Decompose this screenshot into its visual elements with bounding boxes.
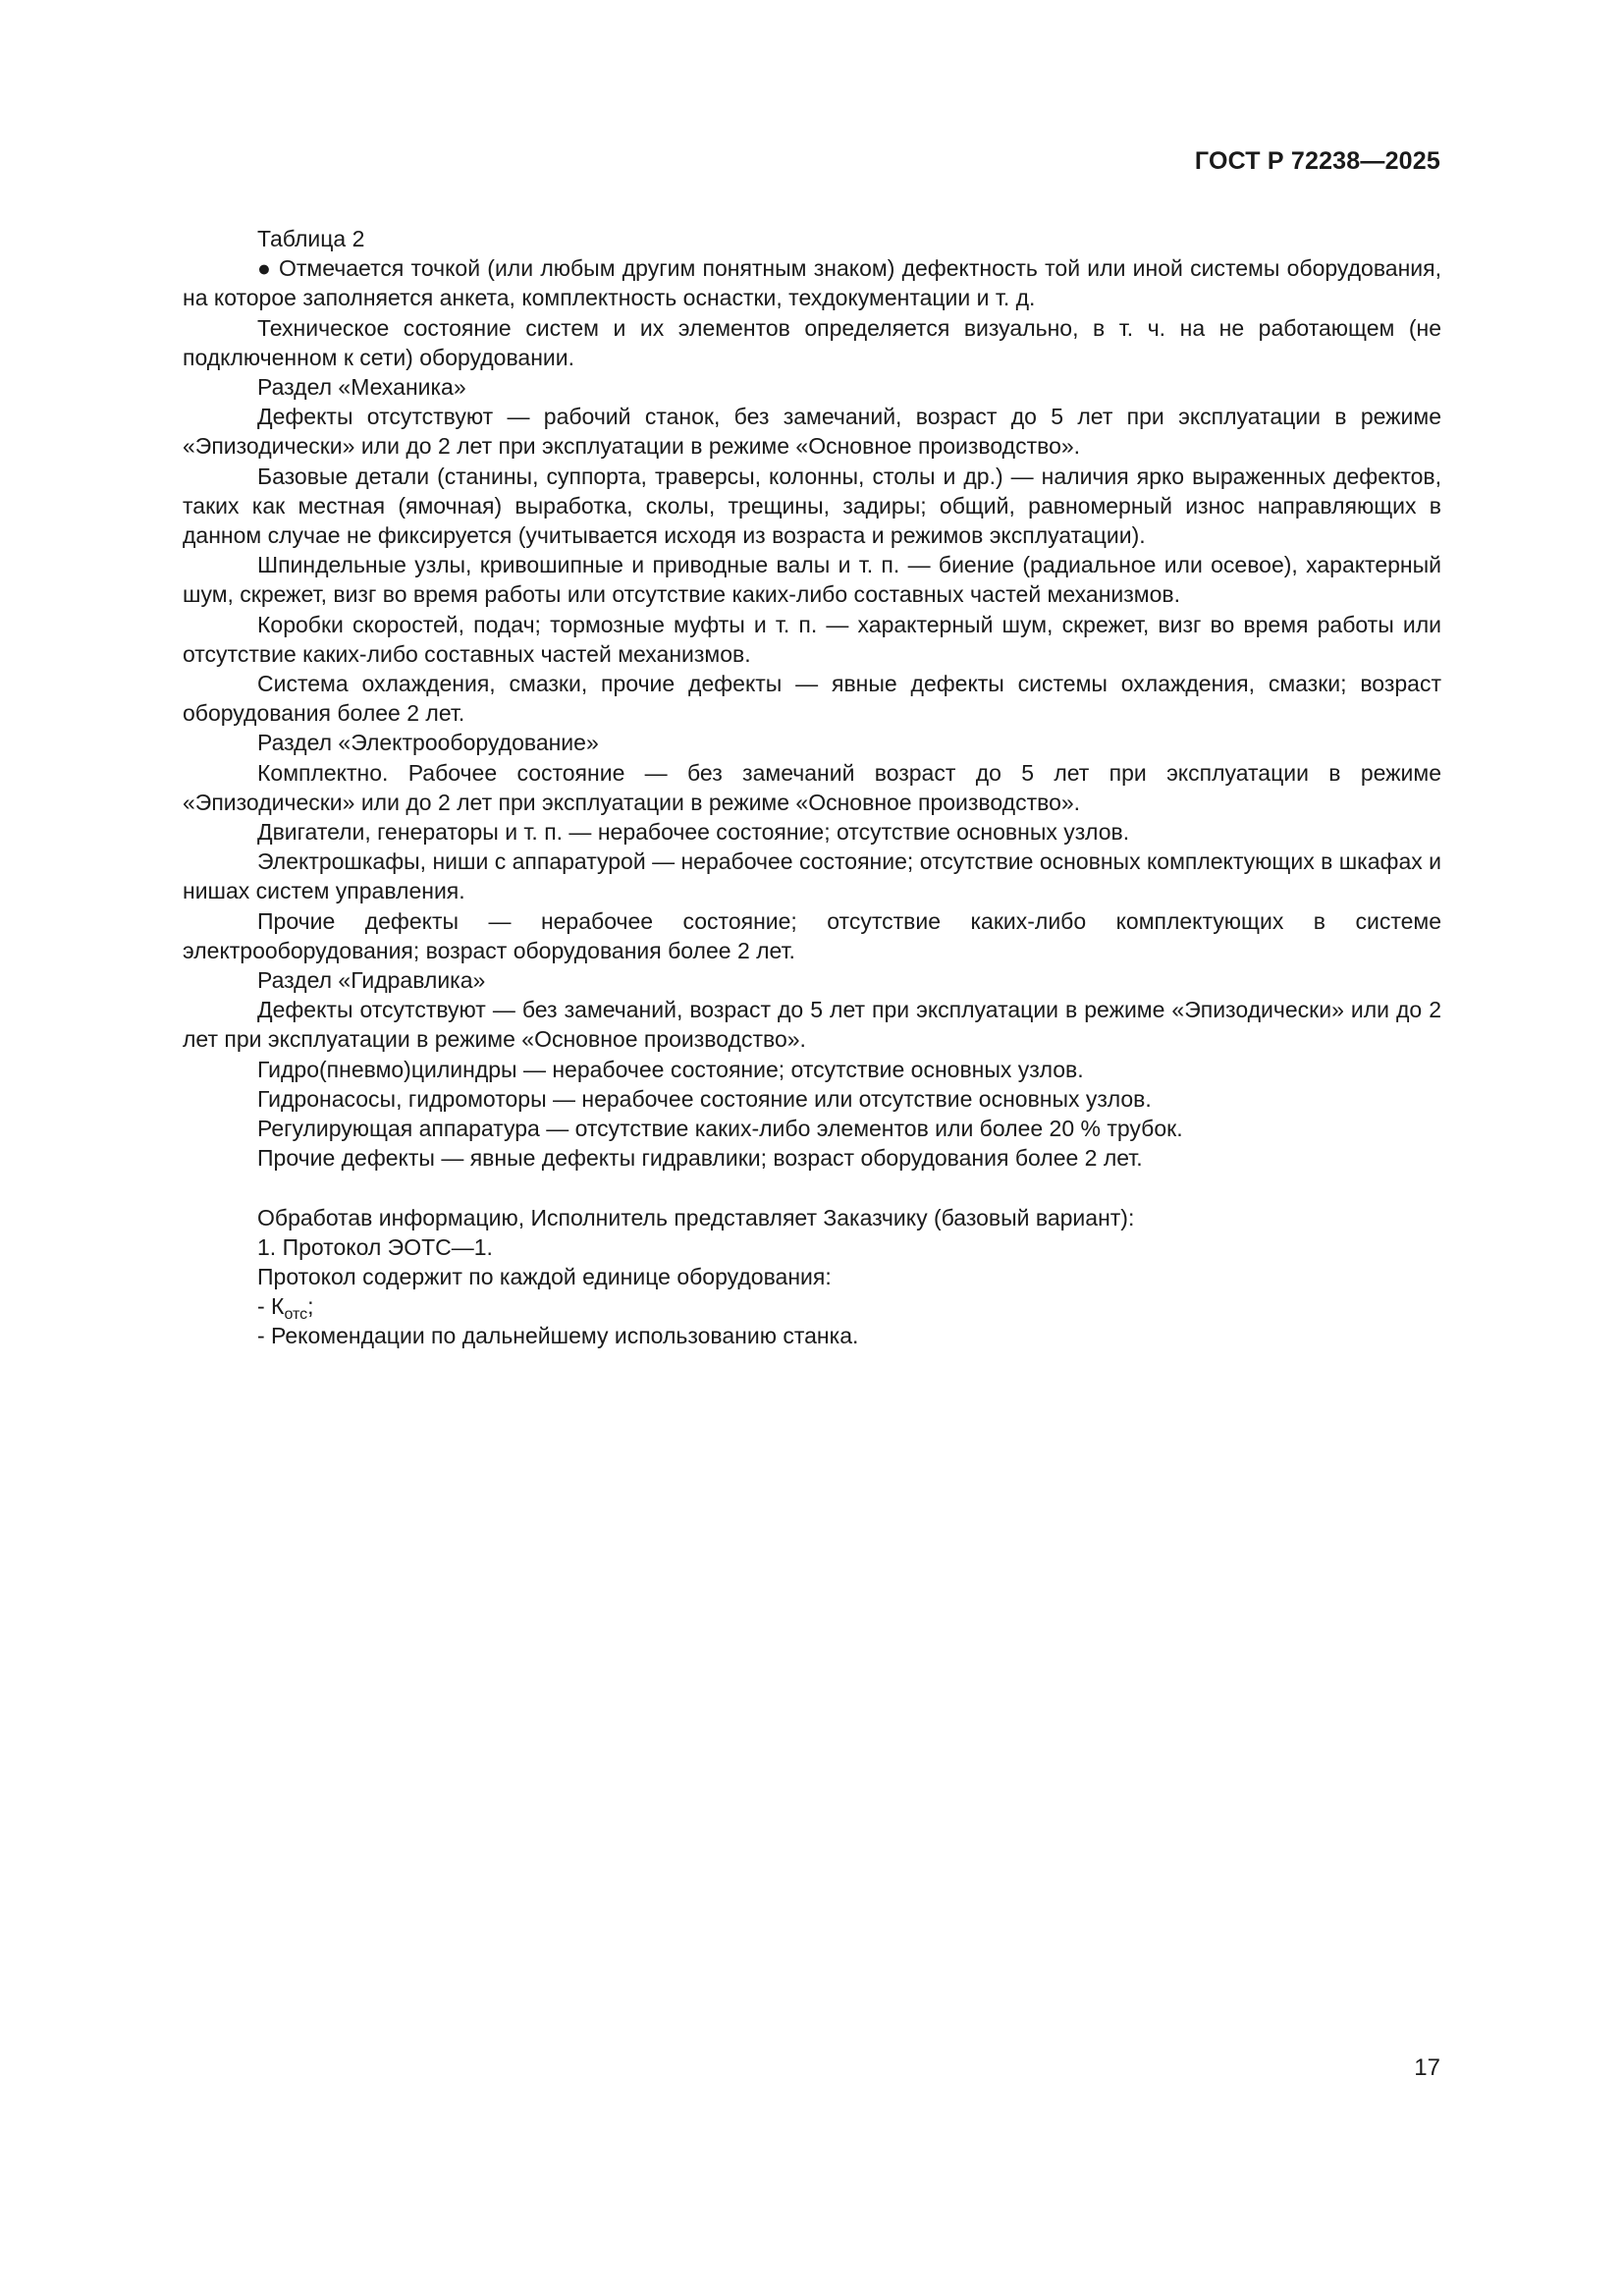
electrical-complete: Комплектно. Рабочее состояние — без замечаний возраст до 5 лет при эксплуатации в режиме «Эпизодически» или до 2 лет при эксплуатации в режиме «Основное производство». xyxy=(183,759,1441,815)
document-body xyxy=(183,224,1441,1351)
table-reference: Таблица 2 xyxy=(257,226,365,251)
hydraulics-no-defects: Дефекты отсутствуют — без замечаний, возраст до 5 лет при эксплуатации в режиме «Эпизодически» или до 2 лет при эксплуатации в режиме «Основное производство». xyxy=(183,997,1441,1053)
paragraph-marking: ● Отмечается точкой (или любым другим понятным знаком) дефектность той или иной системы оборудования, на которое заполняется анкета, комплектность оснастки, техдокументации и т. д. xyxy=(183,255,1441,311)
mechanics-cooling: Система охлаждения, смазки, прочие дефекты — явные дефекты системы охлаждения, смазки; возраст оборудования более 2 лет. xyxy=(183,671,1441,727)
electrical-cabinets: Электрошкафы, ниши с аппаратурой — нерабочее состояние; отсутствие основных комплектующих в шкафах и нишах систем управления. xyxy=(183,848,1441,904)
mechanics-base-parts: Базовые детали (станины, суппорта, траверсы, колонны, столы и др.) — наличия ярко выраженных дефектов, таких как местная (ямочная) выработка, сколы, трещины, задиры; общий, равномерный износ направляющих в данном случае не фиксируется (учитывается исходя из возраста и режимов эксплуатации). xyxy=(183,463,1441,549)
mechanics-no-defects: Дефекты отсутствуют — рабочий станок, без замечаний, возраст до 5 лет при эксплуатации в режиме «Эпизодически» или до 2 лет при эксплуатации в режиме «Основное производство». xyxy=(183,404,1441,460)
electrical-other: Прочие дефекты — нерабочее состояние; отсутствие каких-либо комплектующих в системе электрооборудования; возраст оборудования более 2 лет. xyxy=(183,907,1441,963)
coefficient-suffix: ; xyxy=(307,1293,314,1320)
mechanics-spindles: Шпиндельные узлы, кривошипные и приводные валы и т. п. — биение (радиальное или осевое), характерный шум, скрежет, визг во время работы или отсутствие каких-либо составных частей механизмов. xyxy=(183,552,1441,608)
electrical-motors: Двигатели, генераторы и т. п. — нерабочее состояние; отсутствие основных узлов. xyxy=(257,819,1130,846)
document-standard-header: ГОСТ Р 72238—2025 xyxy=(1194,147,1440,175)
result-intro: Обработав информацию, Исполнитель представляет Заказчику (базовый вариант): xyxy=(257,1204,1135,1230)
paragraph-technical-state: Техническое состояние систем и их элементов определяется визуально, в т. ч. на не работающем (не подключенном к сети) оборудовании. xyxy=(183,314,1441,370)
mechanics-gearboxes: Коробки скоростей, подач; тормозные муфты и т. п. — характерный шум, скрежет, визг во время работы или отсутствие каких-либо составных частей механизмов. xyxy=(183,611,1441,667)
result-recommendations-item: - Рекомендации по дальнейшему использованию станка. xyxy=(257,1323,859,1349)
page-number: 17 xyxy=(1414,2054,1440,2081)
section-title-mechanics: Раздел «Механика» xyxy=(257,374,466,401)
coefficient-subscript: отс xyxy=(284,1306,308,1324)
hydraulics-other: Прочие дефекты — явные дефекты гидравлики; возраст оборудования более 2 лет. xyxy=(257,1145,1143,1172)
result-coefficient-item xyxy=(183,1291,1441,1324)
coefficient-prefix: - К xyxy=(257,1293,285,1320)
hydraulics-pumps: Гидронасосы, гидромоторы — нерабочее состояние или отсутствие основных узлов. xyxy=(257,1085,1152,1112)
hydraulics-cylinders: Гидро(пневмо)цилиндры — нерабочее состояние; отсутствие основных узлов. xyxy=(257,1056,1084,1082)
result-protocol-contents: Протокол содержит по каждой единице оборудования: xyxy=(257,1263,832,1289)
section-title-electrical: Раздел «Электрооборудование» xyxy=(257,730,599,756)
spacer xyxy=(183,1174,1441,1203)
section-title-hydraulics: Раздел «Гидравлика» xyxy=(257,967,486,994)
result-protocol-item: 1. Протокол ЭОТС—1. xyxy=(257,1233,493,1260)
hydraulics-regulating: Регулирующая аппаратура — отсутствие каких-либо элементов или более 20 % трубок. xyxy=(257,1116,1183,1142)
